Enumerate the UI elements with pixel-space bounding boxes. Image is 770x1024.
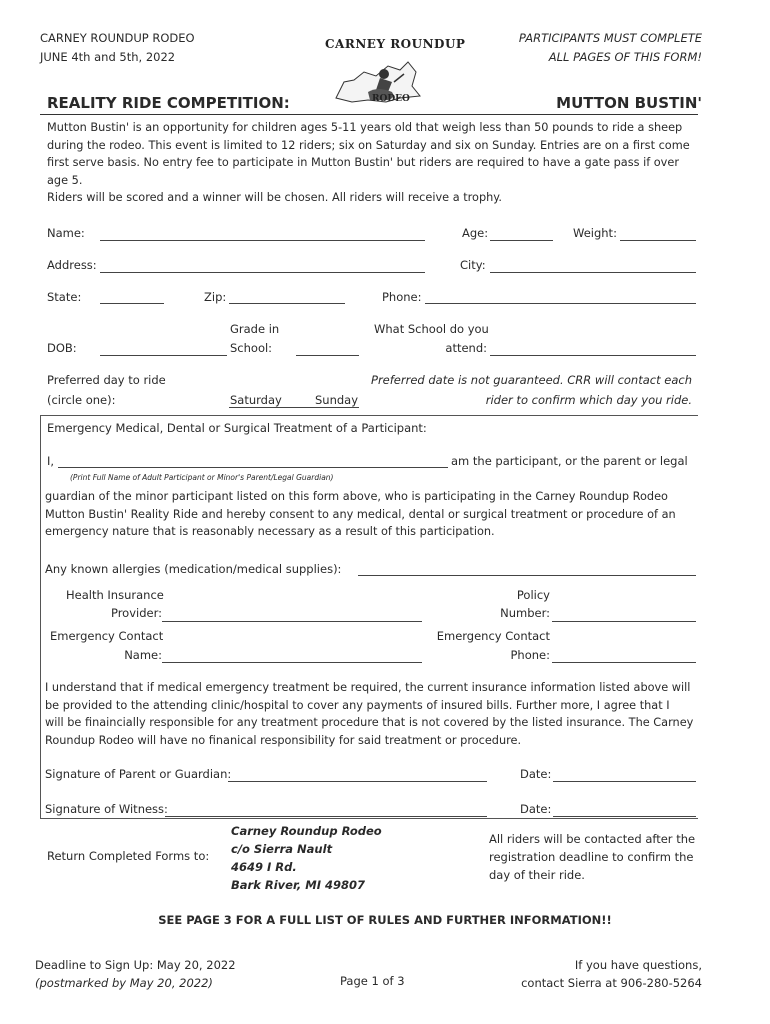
section-title-right: MUTTON BUSTIN' — [556, 94, 702, 112]
grade-label-1: Grade in — [230, 322, 280, 336]
return-note-2: registration deadline to confirm the — [489, 850, 694, 864]
ec-name-label-2: Name: — [124, 648, 162, 662]
phone-field[interactable] — [425, 303, 696, 304]
ec-phone-field[interactable] — [552, 662, 696, 663]
school-label-1: What School do you — [374, 322, 489, 336]
participant-tail: am the participant, or the parent or legal — [451, 454, 688, 468]
header-divider — [40, 114, 698, 115]
policy-number-field[interactable] — [552, 621, 696, 622]
return-note-1: All riders will be contacted after the — [489, 832, 696, 846]
health-label-1: Health Insurance — [66, 588, 164, 602]
policy-label-1: Policy — [516, 588, 550, 602]
sig-parent-field[interactable] — [228, 781, 487, 782]
participant-name-field[interactable] — [58, 467, 448, 468]
health-label-2: Provider: — [110, 606, 162, 620]
notice-line-1: PARTICIPANTS MUST COMPLETE — [518, 31, 702, 45]
return-label: Return Completed Forms to: — [47, 849, 210, 863]
age-label: Age: — [462, 226, 489, 240]
return-note-3: day of their ride. — [489, 868, 585, 882]
pref-day-label-1: Preferred day to ride — [47, 373, 166, 387]
return-note — [489, 830, 695, 884]
insurance-paragraph — [45, 679, 693, 749]
weight-field[interactable] — [620, 240, 696, 241]
questions: If you have questions, — [574, 958, 702, 972]
pref-note-2: rider to confirm which day you ride. — [485, 393, 692, 407]
age-field[interactable] — [490, 240, 553, 241]
ec-phone-label-1: Emergency Contact — [436, 629, 550, 643]
state-label: State: — [47, 290, 82, 304]
date-1-field[interactable] — [553, 781, 696, 782]
consent-body — [45, 488, 676, 541]
sig-parent-label: Signature of Parent or Guardian: — [45, 767, 232, 781]
sig-witness-label: Signature of Witness: — [45, 802, 168, 816]
insurance-line-4: Roundup Rodeo will have no finanical responsibility for said treatment or procedure. — [45, 733, 522, 747]
ec-phone-label-2: Phone: — [510, 648, 550, 662]
return-addr-1: Carney Roundup Rodeo — [231, 824, 382, 838]
grade-label-2: School: — [230, 341, 273, 355]
city-field[interactable] — [490, 272, 696, 273]
intro-line-2: during the rodeo. This event is limited to 12 riders; six on Saturday and six on Sunday. Entries are on a first come — [47, 138, 690, 152]
consent-box-bottom — [40, 818, 698, 819]
zip-field[interactable] — [229, 303, 345, 304]
sig-witness-field[interactable] — [165, 816, 487, 817]
logo-text-top: CARNEY ROUNDUP — [325, 37, 466, 51]
intro-line-3: first serve basis. No entry fee to participate in Mutton Bustin' but riders are required to have a gate pass if over — [47, 156, 679, 170]
insurance-line-2: be provided to the attending clinic/hospital to cover any payments of insured bills. Further more, I agree that I — [45, 698, 670, 712]
state-field[interactable] — [100, 303, 164, 304]
contact: contact Sierra at 906-280-5264 — [521, 976, 702, 990]
return-addr-4: Bark River, MI 49807 — [231, 878, 366, 892]
city-label: City: — [460, 258, 486, 272]
address-label: Address: — [47, 258, 97, 272]
insurance-line-1: I understand that if medical emergency treatment be required, the current insurance information listed above will — [45, 681, 691, 694]
return-addr-2: c/o Sierra Nault — [231, 842, 333, 856]
name-label: Name: — [47, 226, 85, 240]
pref-day-label-2: (circle one): — [47, 393, 116, 407]
notice-line-2: ALL PAGES OF THIS FORM! — [548, 50, 702, 64]
dob-label: DOB: — [47, 341, 77, 355]
allergies-field[interactable] — [358, 575, 696, 576]
health-provider-field[interactable] — [162, 621, 422, 622]
school-label-2: attend: — [445, 341, 487, 355]
print-name-note: (Print Full Name of Adult Participant or Minor's Parent/Legal Guardian) — [70, 473, 334, 482]
insurance-line-3: will be finaincially responsible for any treatment procedure that is not covered by the listed insurance. The Carney — [45, 716, 694, 730]
deadline: Deadline to Sign Up: May 20, 2022 — [35, 958, 236, 972]
phone-label: Phone: — [382, 290, 422, 304]
logo-text-bottom: RODEO — [372, 94, 410, 104]
zip-label: Zip: — [204, 290, 227, 304]
ec-name-field[interactable] — [162, 662, 422, 663]
date-1-label: Date: — [520, 767, 552, 781]
intro-paragraph — [47, 119, 690, 207]
ec-name-label-1: Emergency Contact — [50, 629, 164, 643]
intro-line-1: Mutton Bustin' is an opportunity for children ages 5-11 years old that weigh less than 50 pounds to ride a sheep — [47, 121, 683, 134]
day-choice-underline — [229, 407, 359, 408]
intro-line-5: Riders will be scored and a winner will be chosen. All riders will receive a trophy. — [47, 191, 502, 205]
consent-line-1: guardian of the minor participant listed on this form above, who is participating in the Carney Roundup Rodeo — [45, 490, 668, 503]
date-2-field[interactable] — [553, 816, 696, 817]
dob-field[interactable] — [100, 355, 227, 356]
intro-line-4: age 5. — [47, 173, 83, 187]
policy-label-2: Number: — [500, 606, 550, 620]
weight-label: Weight: — [573, 226, 617, 240]
saturday-option[interactable]: Saturday — [230, 393, 282, 407]
postmarked: (postmarked by May 20, 2022) — [35, 976, 213, 990]
consent-line-3: emergency nature that is reasonably necessary as a result of this participation. — [45, 525, 495, 539]
consent-box-left — [40, 415, 41, 819]
school-field[interactable] — [490, 355, 696, 356]
section-title-left: REALITY RIDE COMPETITION: — [47, 94, 290, 112]
page-number: Page 1 of 3 — [340, 974, 405, 988]
consent-box-top — [40, 415, 698, 416]
org-name: CARNEY ROUNDUP RODEO — [40, 31, 195, 45]
return-address — [231, 822, 382, 894]
name-field[interactable] — [100, 240, 425, 241]
consent-title: Emergency Medical, Dental or Surgical Treatment of a Participant: — [47, 421, 427, 435]
date-2-label: Date: — [520, 802, 552, 816]
see-page-note: SEE PAGE 3 FOR A FULL LIST OF RULES AND FURTHER INFORMATION!! — [158, 913, 612, 927]
allergies-label: Any known allergies (medication/medical supplies): — [45, 562, 342, 576]
grade-field[interactable] — [296, 355, 359, 356]
pref-note-1: Preferred date is not guaranteed. CRR will contact each — [371, 373, 692, 387]
address-field[interactable] — [100, 272, 425, 273]
consent-line-2: Mutton Bustin' Reality Ride and hereby consent to any medical, dental or surgical treatment or procedure of an — [45, 507, 676, 521]
sunday-option[interactable]: Sunday — [315, 393, 359, 407]
return-addr-3: 4649 I Rd. — [231, 860, 297, 874]
i-label: I, — [47, 454, 55, 468]
event-dates: JUNE 4th and 5th, 2022 — [40, 50, 176, 64]
